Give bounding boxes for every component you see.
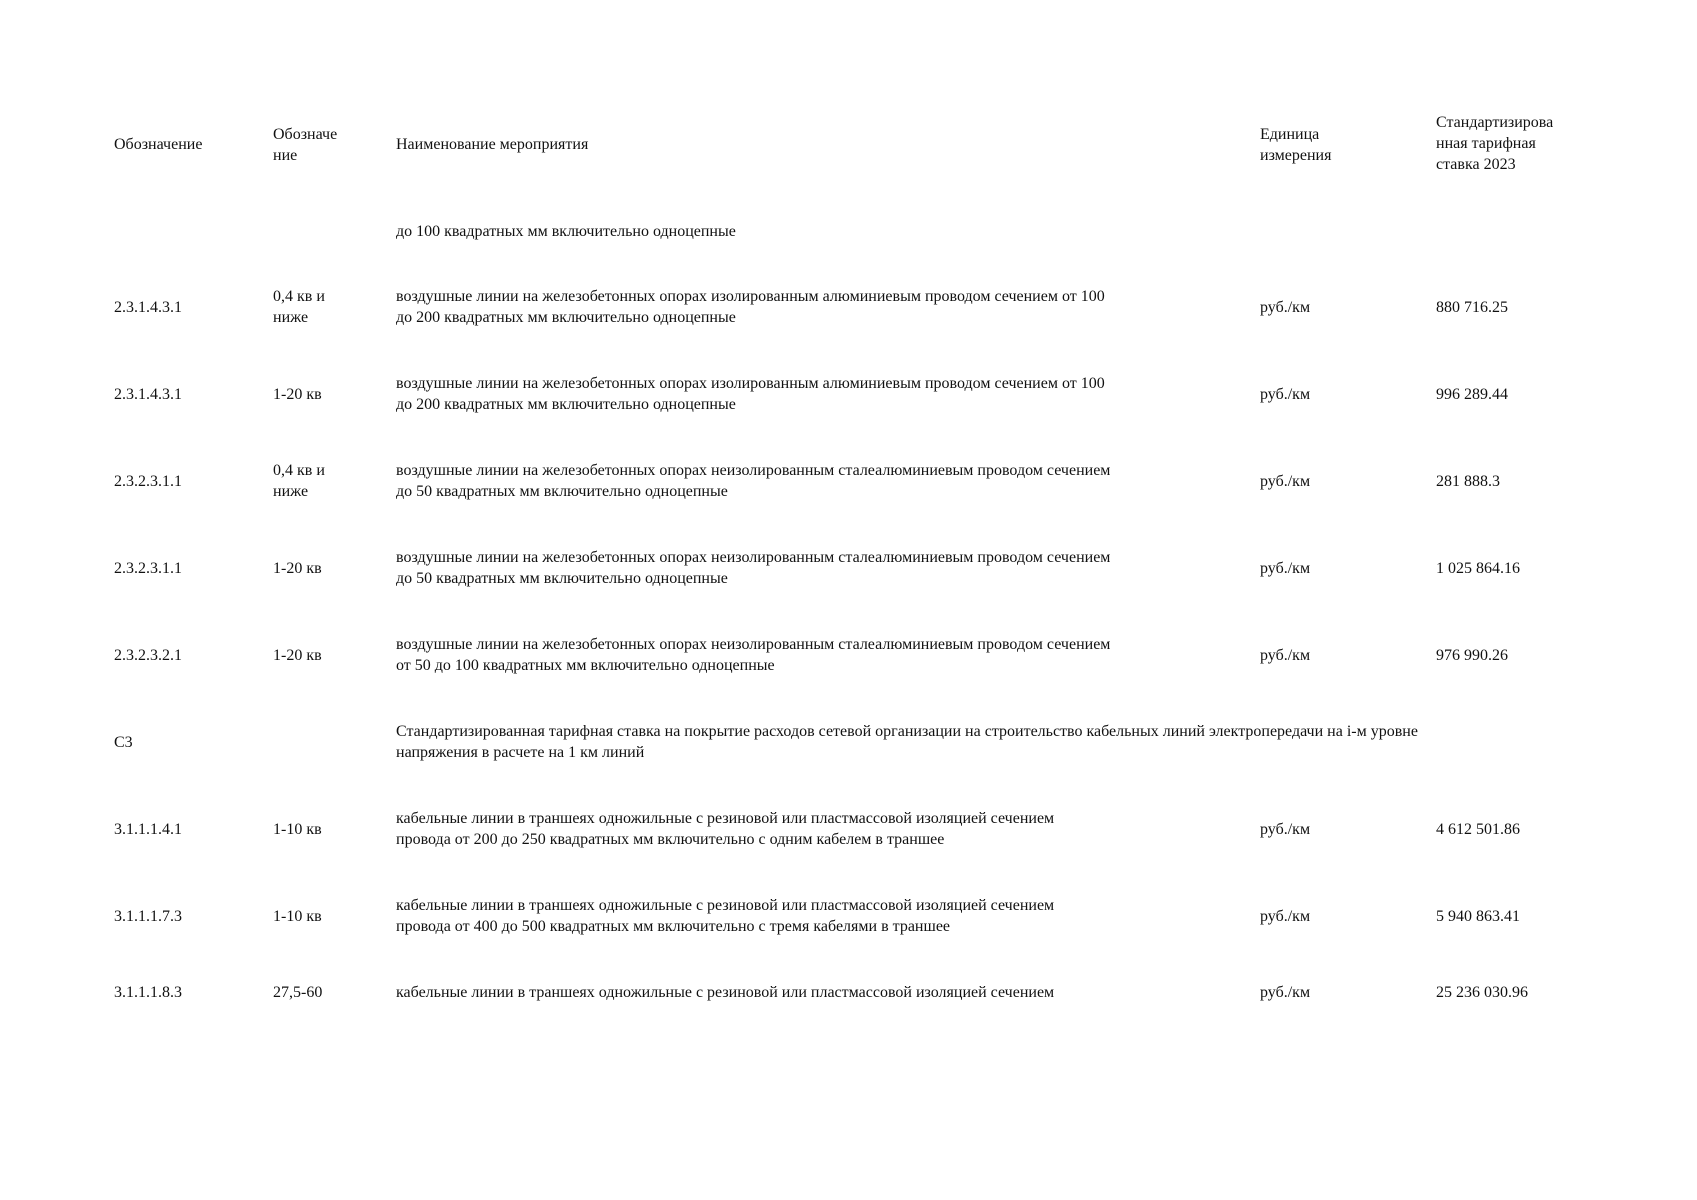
row-rate: 996 289.44 — [1436, 386, 1508, 403]
header-unit: Единица измерения — [1260, 126, 1332, 164]
row-voltage: 1-10 кв — [273, 908, 322, 925]
header-designation-voltage: Обозначе ние — [273, 126, 338, 164]
row-name: воздушные линии на железобетонных опорах неизолированным сталеалюминиевым проводом сечением до 50 квадратных мм включительно одноцепные — [396, 549, 1111, 587]
row-code: 3.1.1.1.4.1 — [114, 821, 182, 838]
row-rate: 281 888.3 — [1436, 473, 1500, 490]
row-rate: 4 612 501.86 — [1436, 821, 1520, 838]
row-code: 2.3.1.4.3.1 — [114, 299, 182, 316]
row-code: 2.3.2.3.1.1 — [114, 560, 182, 577]
row-rate: 880 716.25 — [1436, 299, 1508, 316]
row-unit: руб./км — [1260, 984, 1311, 1001]
row-rate: 25 236 030.96 — [1436, 984, 1528, 1001]
continuation-text: до 100 квадратных мм включительно одноцепные — [396, 223, 736, 240]
row-unit: руб./км — [1260, 821, 1311, 838]
row-rate: 1 025 864.16 — [1436, 560, 1520, 577]
row-name: кабельные линии в траншеях одножильные с резиновой или пластмассовой изоляцией сечением провода от 400 до 500 квадратных мм включительно с тремя кабелями в траншее — [396, 897, 1055, 935]
row-voltage: 1-20 кв — [273, 560, 322, 577]
row-name: воздушные линии на железобетонных опорах неизолированным сталеалюминиевым проводом сечением от 50 до 100 квадратных мм включительно одноцепные — [396, 636, 1111, 674]
row-name: воздушные линии на железобетонных опорах изолированным алюминиевым проводом сечением от 100 до 200 квадратных мм включительно одноцепные — [396, 375, 1105, 413]
row-unit: руб./км — [1260, 647, 1311, 664]
row-code: 2.3.1.4.3.1 — [114, 386, 182, 403]
row-name: кабельные линии в траншеях одножильные с резиновой или пластмассовой изоляцией сечением — [396, 984, 1055, 1001]
row-unit: руб./км — [1260, 473, 1311, 490]
row-voltage: 1-20 кв — [273, 386, 322, 403]
row-unit: руб./км — [1260, 386, 1311, 403]
header-activity-name: Наименование мероприятия — [396, 136, 589, 153]
row-name: воздушные линии на железобетонных опорах неизолированным сталеалюминиевым проводом сечением до 50 квадратных мм включительно одноцепные — [396, 462, 1111, 500]
row-name: кабельные линии в траншеях одножильные с резиновой или пластмассовой изоляцией сечением провода от 200 до 250 квадратных мм включительно с одним кабелем в траншее — [396, 810, 1055, 848]
section-code: C3 — [114, 734, 133, 751]
row-voltage: 0,4 кв и ниже — [273, 462, 325, 500]
row-rate: 5 940 863.41 — [1436, 908, 1520, 925]
row-voltage: 1-10 кв — [273, 821, 322, 838]
row-voltage: 27,5-60 — [273, 984, 323, 1001]
row-rate: 976 990.26 — [1436, 647, 1508, 664]
row-code: 3.1.1.1.7.3 — [114, 908, 182, 925]
row-voltage: 0,4 кв и ниже — [273, 288, 325, 326]
row-code: 3.1.1.1.8.3 — [114, 984, 182, 1001]
row-unit: руб./км — [1260, 908, 1311, 925]
row-unit: руб./км — [1260, 560, 1311, 577]
row-code: 2.3.2.3.2.1 — [114, 647, 182, 664]
row-unit: руб./км — [1260, 299, 1311, 316]
row-name: воздушные линии на железобетонных опорах изолированным алюминиевым проводом сечением от 100 до 200 квадратных мм включительно одноцепные — [396, 288, 1105, 326]
header-designation: Обозначение — [114, 136, 203, 153]
header-rate: Стандартизирова нная тарифная ставка 2023 — [1436, 114, 1554, 173]
row-code: 2.3.2.3.1.1 — [114, 473, 182, 490]
row-voltage: 1-20 кв — [273, 647, 322, 664]
section-title: Стандартизированная тарифная ставка на покрытие расходов сетевой организации на строительство кабельных линий электропередачи на i-м уровне напряжения в расчете на 1 км линий — [396, 723, 1418, 761]
